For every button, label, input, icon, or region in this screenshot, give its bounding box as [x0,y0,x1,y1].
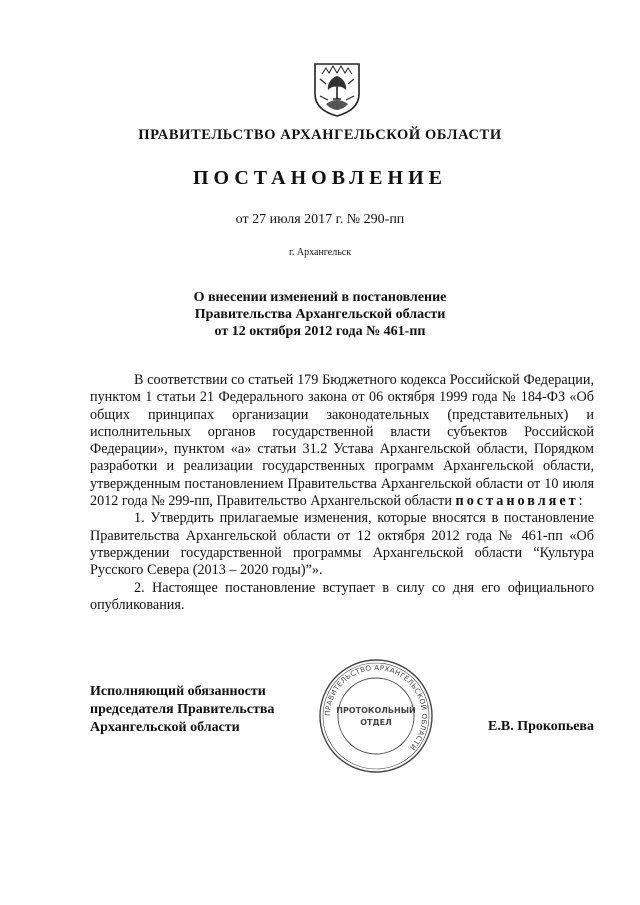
document-type: ПОСТАНОВЛЕНИЕ [193,167,447,189]
position-line-1: Исполняющий обязанности [90,684,266,699]
title-line-2: Правительства Архангельской области [194,307,446,322]
stamp-ring-text: ПРАВИТЕЛЬСТВО АРХАНГЕЛЬСКОЙ ОБЛАСТИ [323,663,429,752]
title-line-3: от 12 октября 2012 года № 461-пп [214,324,426,339]
coat-of-arms-icon [312,60,362,118]
preamble-text: В соответствии со статьей 179 Бюджетного кодекса Российской Федерации, пунктом 1 статьи 21 Федерального закона от 06 октября 1999 года № 184-ФЗ «Об общих принципах организации законодательных (представительных) и исполнительных органов государственной власти субъектов Российской Федерации», пунктом «а» статьи 31.2 Устава Архангельской области, Порядком разработки и реализации государственных программ Архангельской области, утвержденным постановлением Правительства Архангельской области от 10 июля 2012 года № 299-пп, Правительство Архангельской области [90,372,594,510]
document-city: г. Архангельск [288,247,352,258]
position-line-2: председателя Правительства [90,702,275,717]
stamp-center-line-1: ПРОТОКОЛЬНЫЙ [336,706,416,715]
paragraph-preamble [90,372,594,510]
document-title [150,289,490,340]
document-body [90,372,594,614]
paragraph-item-2: 2. Настоящее постановление вступает в силу со дня его официального опубликования. [90,579,594,613]
paragraph-item-1: 1. Утвердить прилагаемые изменения, которые вносятся в постановление Правительства Архангельской области от 12 октября 2012 года № 461-пп «Об утверждении государственной программы Архангельской области “Культура Русского Севера (2013 – 2020 годы)”». [90,510,594,579]
preamble-end: : [578,493,583,510]
signatory-position [90,683,274,737]
authority-name: ПРАВИТЕЛЬСТВО АРХАНГЕЛЬСКОЙ ОБЛАСТИ [138,127,502,143]
official-stamp [317,657,435,775]
operative-word: постановляет [455,493,579,510]
document-date-number: от 27 июля 2017 г. № 290-пп [235,212,405,227]
signatory-name: Е.В. Прокопьева [488,719,594,734]
title-line-1: О внесении изменений в постановление [193,290,447,305]
position-line-3: Архангельской области [90,720,240,735]
stamp-center-line-2: ОТДЕЛ [360,718,392,727]
